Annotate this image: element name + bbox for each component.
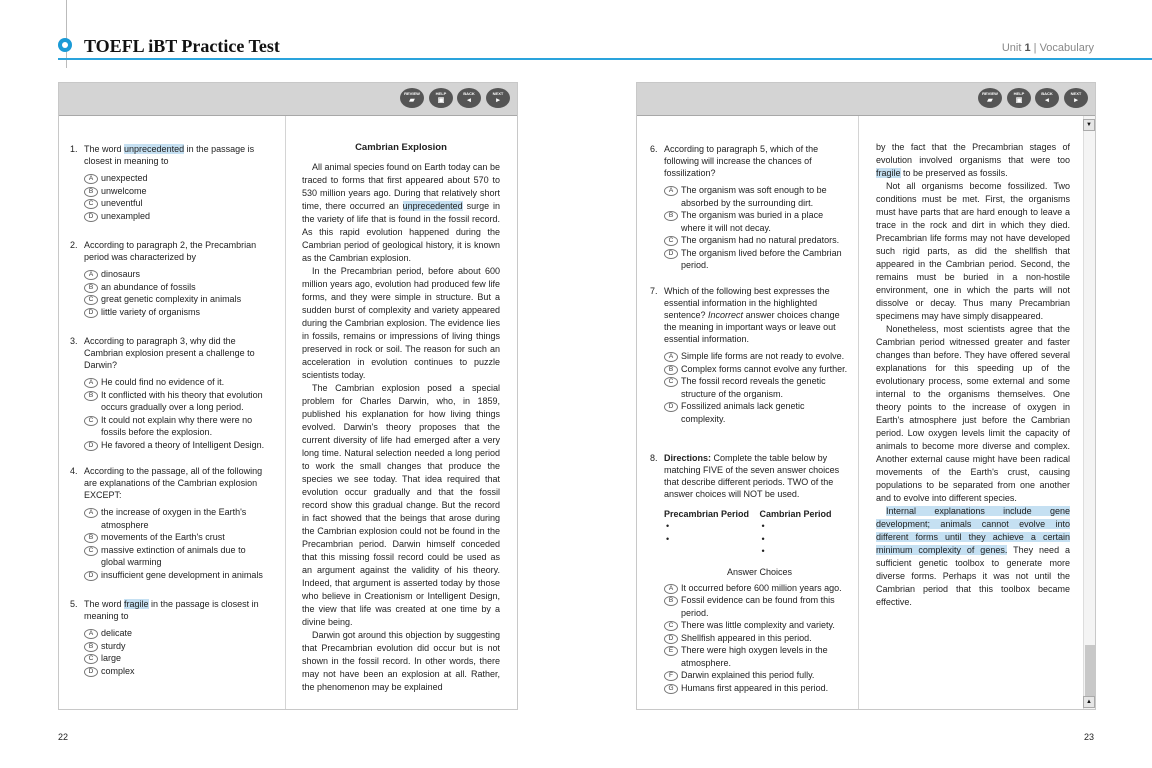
drop-slot[interactable]: • bbox=[666, 521, 670, 531]
review-label: REVIEW bbox=[404, 91, 420, 96]
question-text: According to the passage, all of the following are explanations of the Cambrian explosion EXCEPT: bbox=[84, 466, 263, 500]
question-text: The word fragile in the passage is closest in meaning to bbox=[84, 599, 259, 621]
answer-option-b[interactable]: B unwelcome bbox=[84, 185, 270, 198]
help-icon: ▣ bbox=[437, 97, 445, 104]
answer-option-d[interactable]: D Fossilized animals lack genetic complexity. bbox=[664, 400, 850, 425]
answer-option-a[interactable]: A He could find no evidence of it. bbox=[84, 376, 270, 389]
question-1 bbox=[70, 143, 270, 222]
scroll-arrow-down-icon[interactable]: ▼ bbox=[1083, 119, 1095, 131]
back-label: BACK bbox=[1041, 91, 1053, 96]
paragraph-6: Nonetheless, most scientists agree that the Cambrian period witnessed greater and faster changes than before. They have offered several explanations for this speeding up of the evolutionary process, some external and some internal to the organisms themselves. One theory points to the increase of oxygen in Earth's atmosphere just before the Cambrian period. Low oxygen levels limit the capacity of animals to become more diverse and complex. Another external cause might have been radical movements of the Earth's crust, causing populations to be separated from one another and to evolve into different species. bbox=[876, 324, 1070, 503]
table-row bbox=[664, 520, 855, 533]
toolbar bbox=[637, 83, 1095, 116]
answer-option-c[interactable]: C The organism had no natural predators. bbox=[664, 234, 850, 247]
question-text: Which of the following best expresses the essential information in the highlighted sentence? Incorrect answer choices change the meaning in important ways or leave out essential information. bbox=[664, 286, 840, 344]
paragraph-1: All animal species found on Earth today can be traced to forms that first appeared about 570 to 530 million years ago. During that relatively short time, there occurred an unprecedented surge in the variety of life that is found in the fossil record. As this rapid evolution happened during the Cambrian period of geological history, it is known as the Cambrian explosion. bbox=[302, 162, 500, 263]
questions-column bbox=[650, 116, 855, 709]
answer-choice-b[interactable]: B Fossil evidence can be found from this period. bbox=[664, 594, 855, 619]
passage-title: Cambrian Explosion bbox=[355, 142, 447, 153]
help-label: HELP bbox=[435, 91, 447, 96]
next-button[interactable] bbox=[1064, 88, 1088, 108]
answer-option-b[interactable]: B It conflicted with his theory that evolution occurs gradually over a long period. bbox=[84, 389, 270, 414]
answer-choice-a[interactable]: A It occurred before 600 million years ago. bbox=[664, 582, 855, 595]
back-icon: ◂ bbox=[1045, 97, 1049, 104]
drop-slot[interactable]: • bbox=[761, 521, 765, 531]
table-row bbox=[664, 545, 855, 558]
paragraph-continued: by the fact that the Precambrian stages of evolution involved organisms that were too fragile to be preserved as fossils. bbox=[876, 142, 1070, 178]
highlighted-word: fragile bbox=[876, 168, 901, 178]
unit-number: 1 bbox=[1024, 42, 1031, 54]
page-number-right: 23 bbox=[1084, 732, 1095, 742]
header-rule bbox=[58, 58, 1152, 60]
scrollbar-thumb[interactable] bbox=[1085, 645, 1095, 697]
question-text: According to paragraph 3, why did the Cambrian explosion present a challenge to Darwin? bbox=[84, 336, 255, 370]
question-text: According to paragraph 2, the Precambrian period was characterized by bbox=[84, 240, 257, 262]
next-icon: ▸ bbox=[496, 97, 500, 104]
column-divider bbox=[285, 116, 286, 709]
help-button[interactable] bbox=[1007, 88, 1031, 108]
answer-option-c[interactable]: C uneventful bbox=[84, 197, 270, 210]
answer-choice-g[interactable]: G Humans first appeared in this period. bbox=[664, 682, 855, 695]
question-7: 7. Which of the following best expresses the essential information in the highlighted sentence? Incorrect answer choices change the meaning in important ways or leave out essential information. A Simple life forms are not ready to evolve. B Complex forms cannot evolve any further. C The fossil record reveals the genetic structure of the organism. D Fossilized animals lack genetic complexity. bbox=[650, 285, 850, 425]
question-5: 5. The word fragile in the passage is closest in meaning to A delicate B sturdy C large D complex bbox=[70, 598, 270, 677]
answer-option-d[interactable]: D complex bbox=[84, 665, 270, 678]
next-button[interactable] bbox=[486, 88, 510, 108]
unit-label bbox=[1002, 42, 1094, 54]
reading-passage bbox=[302, 141, 500, 709]
answer-option-d[interactable]: D unexampled bbox=[84, 210, 270, 223]
paragraph-7: Internal explanations include gene development; animals cannot evolve into different forms until they achieve a certain minimum complexity of genes. They need a sufficient genetic toolbox to generate more diverse forms. Perhaps it was not until the Cambrian period that this toolbox became effective. bbox=[876, 506, 1070, 607]
unit-section: | Vocabulary bbox=[1033, 42, 1094, 54]
precambrian-column-header: Precambrian Period bbox=[664, 509, 750, 519]
question-6: 6. According to paragraph 5, which of the following will increase the chances of fossilization? A The organism was soft enough to be absorbed by the surrounding dirt. B The organism was buried in a place where it will not decay. C The organism had no natural predators. D The organism lived before the Cambrian period. bbox=[650, 143, 850, 272]
drop-slot[interactable]: • bbox=[666, 533, 670, 544]
answer-option-b[interactable]: B an abundance of fossils bbox=[84, 281, 270, 294]
scroll-arrow-up-icon[interactable]: ▲ bbox=[1083, 696, 1095, 708]
highlighted-sentence: Internal explanations include gene development; animals cannot evolve into different forms until they achieve a certain minimum complexity of genes. bbox=[876, 506, 1070, 555]
question-3: 3. According to paragraph 3, why did the Cambrian explosion present a challenge to Darwin? A He could find no evidence of it. B It conflicted with his theory that evolution occurs gradually over a long period. C It could not explain why there were no fossils before the explosion. D He favored a theory of Intelligent Design. bbox=[70, 335, 270, 451]
answer-option-d[interactable]: D He favored a theory of Intelligent Design. bbox=[84, 439, 270, 452]
highlighted-word: unprecedented bbox=[124, 144, 185, 154]
review-label: REVIEW bbox=[982, 91, 998, 96]
bullet-logo-icon bbox=[58, 38, 72, 52]
page-number-left: 22 bbox=[58, 732, 69, 742]
unit-prefix: Unit bbox=[1001, 42, 1022, 54]
back-button[interactable] bbox=[1035, 88, 1059, 108]
book-title: TOEFL iBT Practice Test bbox=[84, 36, 280, 56]
back-icon: ◂ bbox=[467, 97, 471, 104]
question-number: 1. bbox=[70, 144, 78, 154]
answer-option-a[interactable]: A delicate bbox=[84, 627, 270, 640]
right-page-screen bbox=[636, 82, 1096, 710]
answer-option-c[interactable]: C large bbox=[84, 652, 270, 665]
summary-table-header bbox=[664, 508, 855, 520]
paragraph-2: In the Precambrian period, before about 600 million years ago, evolution had produced few life forms, and they were simple in structure. But a sudden burst of complexity and variety appeared during the Cambrian explosion. The evidence lies in fossils, remains or impressions of living things preserved in rock or soil. The reason for such an acceleration in evolution continues to puzzle scientists today. bbox=[302, 266, 500, 380]
left-page-screen bbox=[58, 82, 518, 710]
question-8: 8. Directions: Complete the table below by matching FIVE of the seven answer choices that describe different periods. TWO of the answer choices will NOT be used. Precambrian Period Cambrian Period • • • • • Answer Choices A It occurred before 600 million years ago. B Fossil evidence can be found from this period. C There was little complexity and variety. D Shellfish appeared in this period. E There were high oxygen levels in the atmosphere. F Darwin explained this period fully. G Humans first appeared in this period. bbox=[650, 452, 855, 694]
answer-option-d[interactable]: D The organism lived before the Cambrian period. bbox=[664, 247, 850, 272]
answer-option-a[interactable]: A the increase of oxygen in the Earth's atmosphere bbox=[84, 506, 270, 531]
answer-option-b[interactable]: B sturdy bbox=[84, 640, 270, 653]
question-2: 2. According to paragraph 2, the Precambrian period was characterized by A dinosaurs B an abundance of fossils C great genetic complexity in animals D little variety of organisms bbox=[70, 239, 270, 318]
answer-choices-title: Answer Choices bbox=[726, 566, 793, 577]
answer-option-b[interactable]: B The organism was buried in a place where it will not decay. bbox=[664, 209, 850, 234]
next-label: NEXT bbox=[1070, 91, 1082, 96]
toolbar bbox=[59, 83, 517, 116]
answer-option-b[interactable]: B Complex forms cannot evolve any further. bbox=[664, 363, 850, 376]
scrollbar[interactable] bbox=[1083, 116, 1095, 709]
review-button[interactable] bbox=[978, 88, 1002, 108]
folder-icon: ▰ bbox=[987, 97, 993, 104]
answer-choice-c[interactable]: C There was little complexity and variety. bbox=[664, 619, 855, 632]
question-4: 4. According to the passage, all of the following are explanations of the Cambrian explosion EXCEPT: A the increase of oxygen in the Earth's atmosphere B movements of the Earth's crust C massive extinction of animals due to global warming D insufficient gene development in animals bbox=[70, 465, 270, 581]
answer-option-c[interactable]: C massive extinction of animals due to global warming bbox=[84, 544, 270, 569]
next-label: NEXT bbox=[492, 91, 504, 96]
answer-option-a[interactable]: A dinosaurs bbox=[84, 268, 270, 281]
answer-option-c[interactable]: C It could not explain why there were no fossils before the explosion. bbox=[84, 414, 270, 439]
answer-choice-e[interactable]: E There were high oxygen levels in the atmosphere. bbox=[664, 644, 855, 669]
folder-icon: ▰ bbox=[409, 97, 415, 104]
question-text: Directions: Complete the table below by matching FIVE of the seven answer choices that describe different periods. TWO of the answer choices will NOT be used. bbox=[664, 453, 840, 499]
paragraph-3: The Cambrian explosion posed a special problem for Charles Darwin, who, in 1859, published his explanation for how living things evolved. Darwin's theory proposes that the current diversity of life had emerged after a very long time. Natural selection needed a long period to work the small changes that produce the species we see today. That idea required that evolution occur gradually and that the fossil record show this gradual change. But the record in fact showed that the beings that arose during the Cambrian explosion could not be found in the Precambrian period. Darwin himself conceded that this missing fossil record could be used as an argument against the validity of his theory. Indeed, that argument is asserted today by those who believe in Creationism or Intelligent Design, the view that life was created at one time by a divine being. bbox=[302, 383, 500, 627]
question-text: The word unprecedented in the passage is closest in meaning to bbox=[84, 144, 255, 166]
cambrian-column-header: Cambrian Period bbox=[759, 509, 832, 519]
answer-option-b[interactable]: B movements of the Earth's crust bbox=[84, 531, 270, 544]
answer-option-d[interactable]: D little variety of organisms bbox=[84, 306, 270, 319]
answer-choice-d[interactable]: D Shellfish appeared in this period. bbox=[664, 632, 855, 645]
question-text: According to paragraph 5, which of the following will increase the chances of fossilization? bbox=[664, 144, 819, 178]
answer-choice-f[interactable]: F Darwin explained this period fully. bbox=[664, 669, 855, 682]
reading-passage bbox=[876, 141, 1070, 709]
back-button[interactable] bbox=[457, 88, 481, 108]
table-row bbox=[664, 533, 855, 546]
help-label: HELP bbox=[1013, 91, 1025, 96]
help-icon: ▣ bbox=[1015, 97, 1023, 104]
paragraph-4: Darwin got around this objection by suggesting that Precambrian evolution did occur but is not shown in the fossil record. In other words, there may not have been an explosion at all. Rather, the phenomenon may be explained bbox=[302, 630, 500, 692]
answer-option-a[interactable]: A The organism was soft enough to be absorbed by the surrounding dirt. bbox=[664, 184, 850, 209]
review-button[interactable] bbox=[400, 88, 424, 108]
paragraph-5: Not all organisms become fossilized. Two conditions must be met. First, the organisms must have parts that are hard enough to leave a trace in the rock and dirt in which they died. Precambrian life forms may not have developed such rigid parts, as did the shellfish that appeared in the Cambrian period. Second, the remains must be buried in a non-hostile environment, one in which the parts will not dissolve or decay. Thus many Precambrian specimens may have simply disappeared. bbox=[876, 181, 1070, 321]
column-divider bbox=[858, 116, 859, 709]
highlighted-word: unprecedented bbox=[402, 201, 463, 211]
help-button[interactable] bbox=[429, 88, 453, 108]
next-icon: ▸ bbox=[1074, 97, 1078, 104]
answer-option-a[interactable]: A unexpected bbox=[84, 172, 270, 185]
highlighted-word: fragile bbox=[124, 599, 149, 609]
answer-option-c[interactable]: C great genetic complexity in animals bbox=[84, 293, 270, 306]
answer-option-c[interactable]: C The fossil record reveals the genetic structure of the organism. bbox=[664, 375, 850, 400]
answer-option-a[interactable]: A Simple life forms are not ready to evolve. bbox=[664, 350, 850, 363]
drop-slot[interactable]: • bbox=[761, 546, 765, 556]
answer-option-d[interactable]: D insufficient gene development in animals bbox=[84, 569, 270, 582]
back-label: BACK bbox=[463, 91, 475, 96]
drop-slot[interactable]: • bbox=[761, 533, 765, 544]
questions-column bbox=[70, 116, 275, 709]
